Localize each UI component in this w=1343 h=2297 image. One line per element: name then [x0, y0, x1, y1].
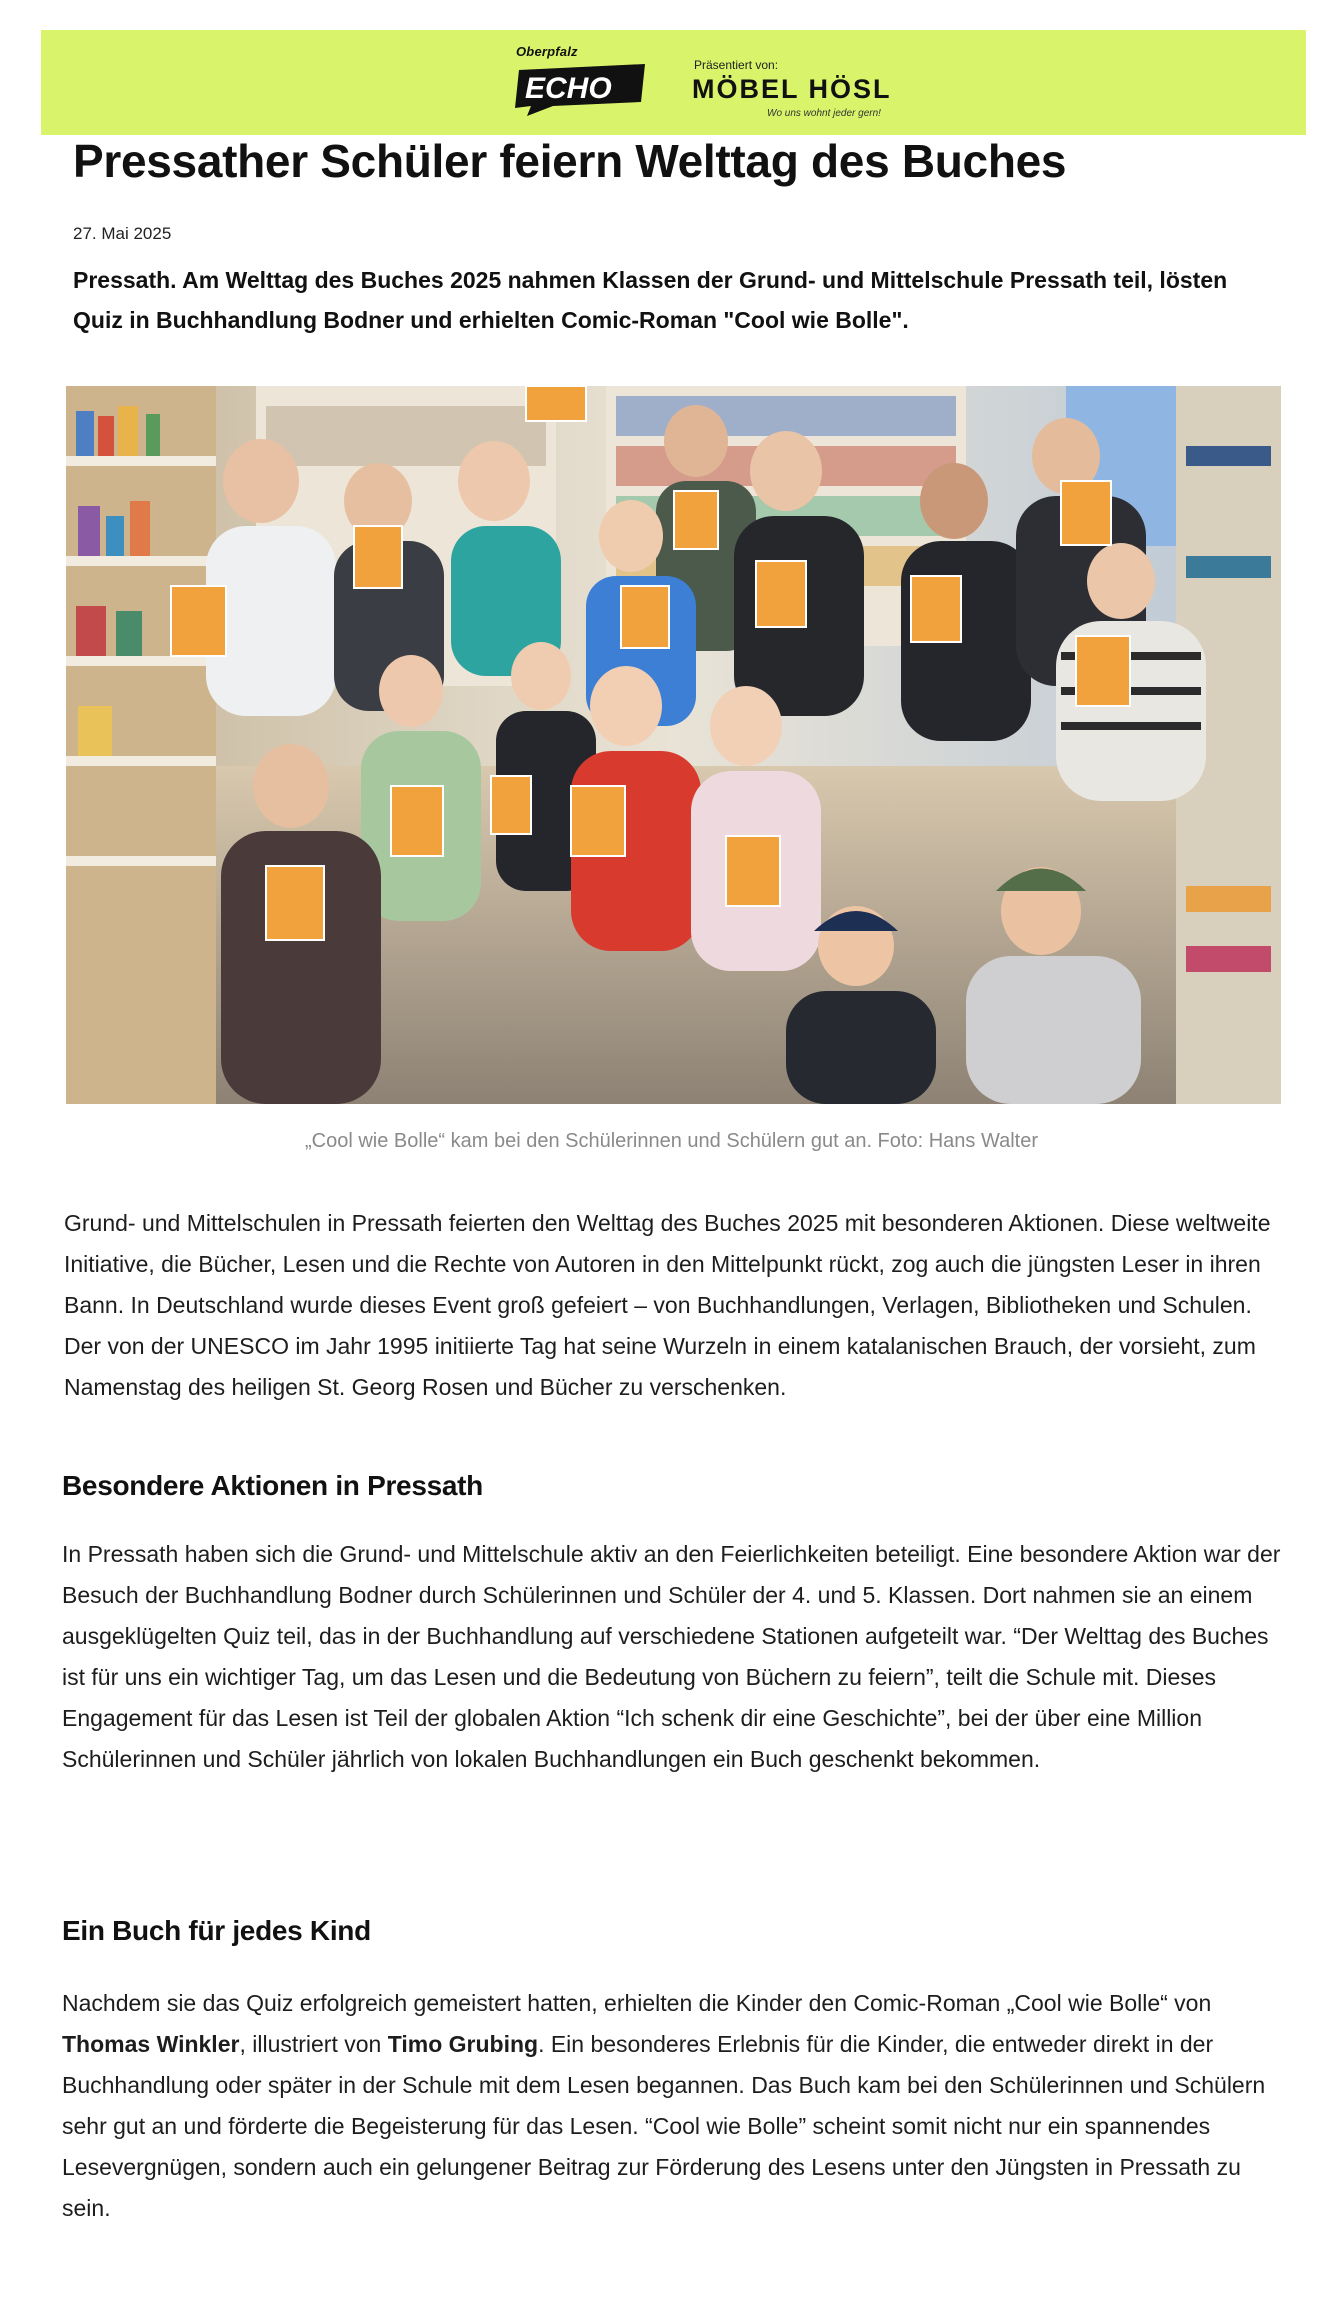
- sponsor-tagline: Wo uns wohnt jeder gern!: [767, 108, 881, 119]
- article-paragraph-3: [62, 1983, 1287, 2229]
- paragraph-3-part-1: Nachdem sie das Quiz erfolgreich gemeistert hatten, erhielten die Kinder den Comic-Roman „Cool wie Bolle“ von: [62, 1990, 1212, 2016]
- article-headline: Pressather Schüler feiern Welttag des Buches: [73, 135, 1067, 187]
- echo-word-text: ECHO: [525, 72, 612, 105]
- article-teaser: Pressath. Am Welttag des Buches 2025 nahmen Klassen der Grund- und Mittelschule Pressath teil, lösten Quiz in Buchhandlung Bodner und erhielten Comic-Roman "Cool wie Bolle".: [73, 267, 1228, 333]
- article-photo[interactable]: [66, 386, 1281, 1104]
- sponsor-label: Präsentiert von:: [694, 58, 779, 72]
- article-date: 27. Mai 2025: [73, 224, 172, 243]
- paragraph-3-part-2: , illustriert von: [239, 2031, 388, 2057]
- echo-region-label: Oberpfalz: [516, 44, 578, 59]
- paragraph-3-part-3: . Ein besonderes Erlebnis für die Kinder, die entweder direkt in der Buchhandlung oder später in der Schule mit dem Lesen begannen. Das Buch kam bei den Schülerinnen und Schülern sehr gut an und förderte die Begeisterung für das Lesen. “Cool wie Bolle” scheint somit nicht nur ein spannendes Lesevergnügen, sondern auch ein gelungener Beitrag zur Förderung des Lesens unter den Jüngsten in Pressath zu sein.: [62, 2031, 1266, 2221]
- author-name: Thomas Winkler: [62, 2031, 240, 2057]
- article-paragraph-2: In Pressath haben sich die Grund- und Mittelschule aktiv an den Feierlichkeiten beteiligt. Eine besondere Aktion war der Besuch der Buchhandlung Bodner durch Schülerinnen und Schüler der 4. und 5. Klassen. Dort nahmen sie an einem ausgeklügelten Quiz teil, das in der Buchhandlung auf verschiedene Stationen aufgeteilt war. “Der Welttag des Buches ist für uns ein wichtiger Tag, um das Lesen und die Bedeutung von Büchern zu feiern”, teilt die Schule mit. Dieses Engagement für das Lesen ist Teil der globalen Aktion “Ich schenk dir eine Geschichte”, bei der über eine Million Schülerinnen und Schüler jährlich von lokalen Buchhandlungen ein Buch geschenkt bekommen.: [62, 1541, 1281, 1772]
- photo-caption: „Cool wie Bolle“ kam bei den Schülerinnen und Schülern gut an. Foto: Hans Walter: [305, 1130, 1038, 1152]
- illustrator-name: Timo Grubing: [387, 2031, 539, 2057]
- oberpfalz-echo-logo[interactable]: [513, 44, 663, 126]
- section-heading-aktionen: Besondere Aktionen in Pressath: [62, 1470, 483, 1501]
- sponsor-logo-text[interactable]: MÖBEL HÖSL: [692, 74, 892, 104]
- echo-speech-bubble-icon: [513, 62, 653, 116]
- article-paragraph-1: Grund- und Mittelschulen in Pressath feierten den Welttag des Buches 2025 mit besonderen Aktionen. Diese weltweite Initiative, die Bücher, Lesen und die Rechte von Autoren in den Mittelpunkt rückt, zog auch die jüngsten Leser in ihren Bann. In Deutschland wurde dieses Event groß gefeiert – von Buchhandlungen, Verlagen, Bibliotheken und Schulen. Der von der UNESCO im Jahr 1995 initiierte Tag hat seine Wurzeln in einem katalanischen Brauch, der vorsieht, zum Namenstag des heiligen St. Georg Rosen und Bücher zu verschenken.: [64, 1210, 1271, 1400]
- sponsor-banner: [41, 30, 1306, 135]
- section-heading-buch-fuer-jedes-kind: Ein Buch für jedes Kind: [62, 1915, 371, 1946]
